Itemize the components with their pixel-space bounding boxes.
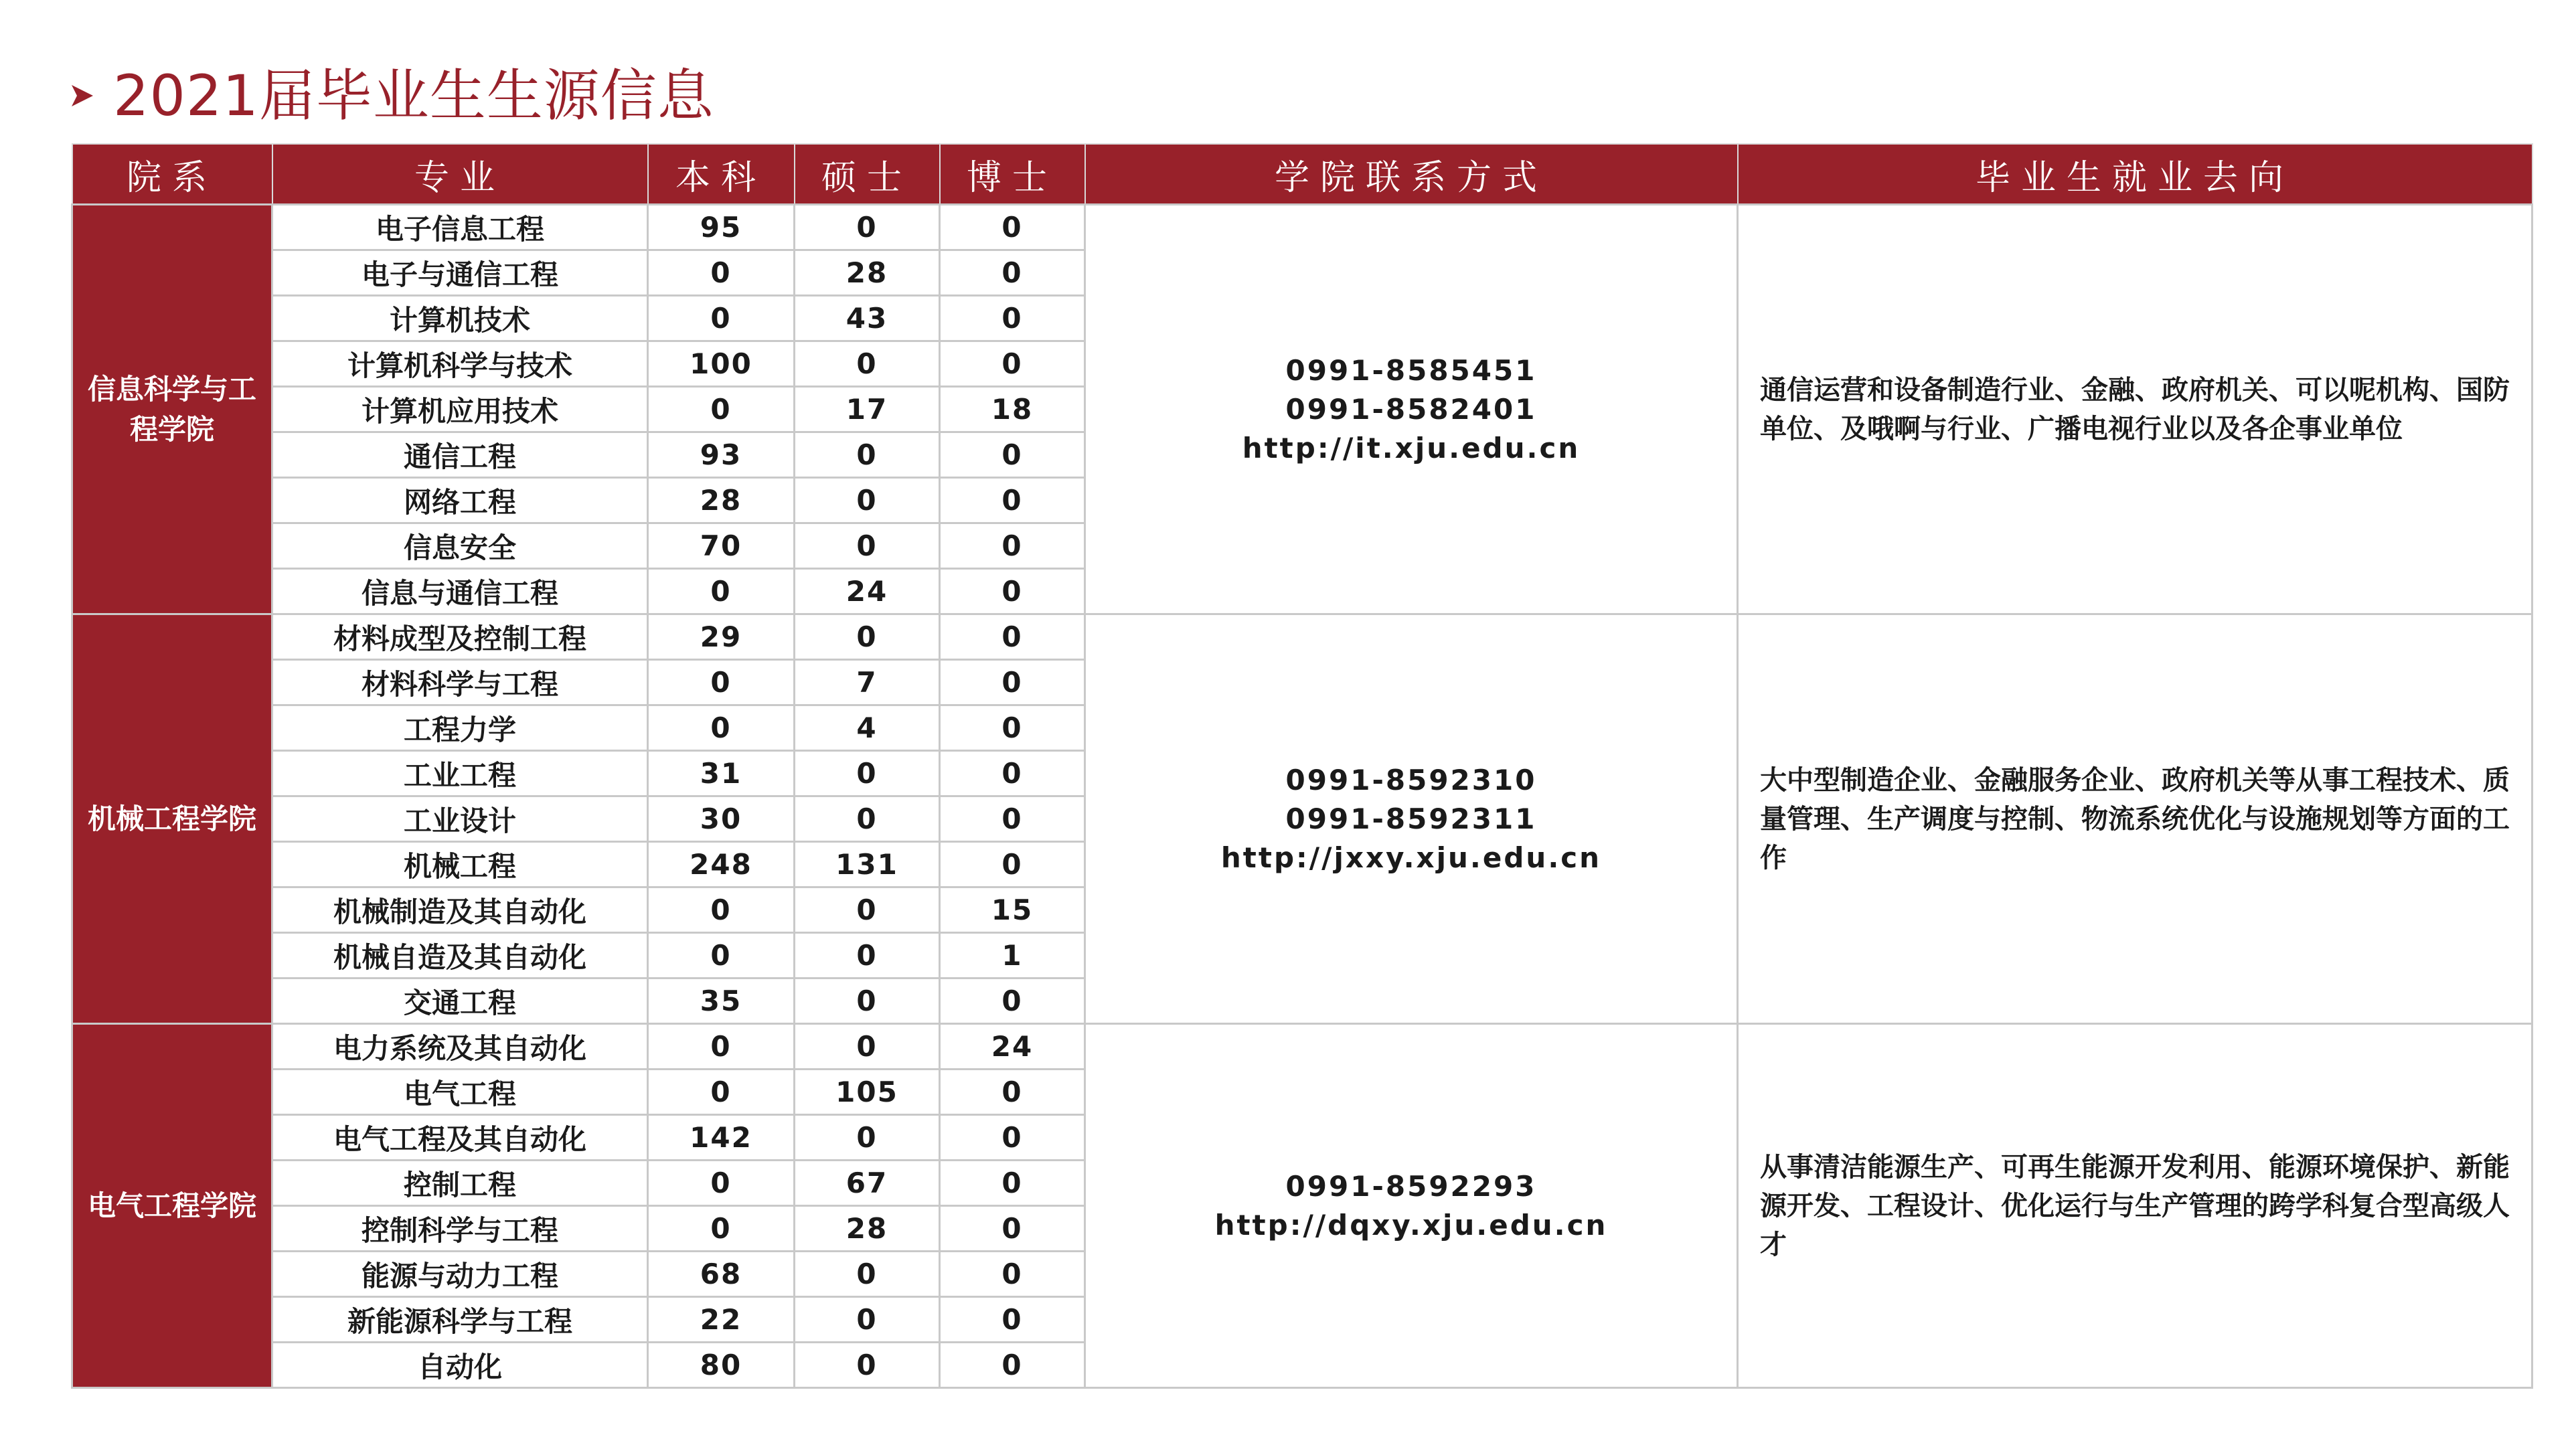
major-name: 工业设计	[272, 796, 648, 842]
contact-phone: 0991-8592293	[1285, 1169, 1537, 1203]
doctor-count: 15	[940, 887, 1085, 933]
contact-website: http://dqxy.xju.edu.cn	[1214, 1208, 1608, 1242]
doctor-count: 0	[940, 569, 1085, 614]
major-name: 计算机应用技术	[272, 387, 648, 432]
college-name: 电气工程学院	[72, 1024, 272, 1388]
master-count: 43	[795, 296, 940, 341]
college-contact	[1085, 205, 1738, 614]
master-count: 0	[795, 341, 940, 387]
major-name: 材料科学与工程	[272, 660, 648, 705]
major-name: 信息与通信工程	[272, 569, 648, 614]
doctor-count: 0	[940, 1252, 1085, 1297]
college-contact	[1085, 1024, 1738, 1388]
doctor-count: 0	[940, 660, 1085, 705]
major-name: 机械制造及其自动化	[272, 887, 648, 933]
doctor-count: 0	[940, 842, 1085, 887]
bachelor-count: 0	[648, 1161, 795, 1206]
major-name: 新能源科学与工程	[272, 1297, 648, 1343]
bachelor-count: 0	[648, 1070, 795, 1115]
page-header	[69, 59, 714, 133]
bachelor-count: 0	[648, 569, 795, 614]
play-triangle-icon	[69, 82, 96, 109]
major-name: 计算机科学与技术	[272, 341, 648, 387]
contact-website: http://jxxy.xju.edu.cn	[1220, 841, 1602, 874]
bachelor-count: 80	[648, 1343, 795, 1388]
master-count: 67	[795, 1161, 940, 1206]
graduate-source-table	[71, 143, 2533, 1389]
col-header-bachelor: 本科	[648, 144, 795, 205]
doctor-count: 0	[940, 978, 1085, 1024]
col-header-contact: 学院联系方式	[1085, 144, 1738, 205]
major-name: 自动化	[272, 1343, 648, 1388]
major-name: 控制科学与工程	[272, 1206, 648, 1252]
bachelor-count: 142	[648, 1115, 795, 1161]
bachelor-count: 31	[648, 751, 795, 796]
bachelor-count: 22	[648, 1297, 795, 1343]
major-name: 电气工程	[272, 1070, 648, 1115]
doctor-count: 0	[940, 296, 1085, 341]
bachelor-count: 0	[648, 250, 795, 296]
major-name: 电力系统及其自动化	[272, 1024, 648, 1070]
major-name: 电子与通信工程	[272, 250, 648, 296]
bachelor-count: 35	[648, 978, 795, 1024]
doctor-count: 0	[940, 205, 1085, 250]
doctor-count: 0	[940, 432, 1085, 478]
bachelor-count: 248	[648, 842, 795, 887]
major-name: 机械自造及其自动化	[272, 933, 648, 978]
bachelor-count: 100	[648, 341, 795, 387]
col-header-college: 院系	[72, 144, 272, 205]
doctor-count: 0	[940, 478, 1085, 523]
contact-phone: 0991-8592310	[1285, 763, 1537, 796]
doctor-count: 0	[940, 250, 1085, 296]
contact-phone: 0991-8585451	[1285, 353, 1537, 387]
master-count: 0	[795, 978, 940, 1024]
college-name: 信息科学与工程学院	[72, 205, 272, 614]
major-name: 工业工程	[272, 751, 648, 796]
master-count: 0	[795, 432, 940, 478]
employment-destination: 从事清洁能源生产、可再生能源开发利用、能源环境保护、新能源开发、工程设计、优化运行与生产管理的跨学科复合型高级人才	[1738, 1024, 2532, 1388]
doctor-count: 0	[940, 523, 1085, 569]
col-header-master: 硕士	[795, 144, 940, 205]
bachelor-count: 0	[648, 705, 795, 751]
major-name: 信息安全	[272, 523, 648, 569]
doctor-count: 0	[940, 1115, 1085, 1161]
table-row	[72, 205, 2532, 250]
bachelor-count: 0	[648, 387, 795, 432]
bachelor-count: 70	[648, 523, 795, 569]
major-name: 机械工程	[272, 842, 648, 887]
major-name: 电子信息工程	[272, 205, 648, 250]
contact-phone: 0991-8582401	[1285, 392, 1537, 426]
doctor-count: 0	[940, 1343, 1085, 1388]
bachelor-count: 0	[648, 933, 795, 978]
page-title: 2021届毕业生生源信息	[113, 63, 714, 129]
master-count: 24	[795, 569, 940, 614]
master-count: 0	[795, 478, 940, 523]
doctor-count: 0	[940, 1070, 1085, 1115]
doctor-count: 18	[940, 387, 1085, 432]
doctor-count: 0	[940, 1161, 1085, 1206]
bachelor-count: 68	[648, 1252, 795, 1297]
master-count: 0	[795, 1252, 940, 1297]
master-count: 105	[795, 1070, 940, 1115]
bachelor-count: 29	[648, 614, 795, 660]
bachelor-count: 0	[648, 887, 795, 933]
master-count: 0	[795, 614, 940, 660]
master-count: 0	[795, 1343, 940, 1388]
master-count: 0	[795, 205, 940, 250]
doctor-count: 0	[940, 1297, 1085, 1343]
bachelor-count: 95	[648, 205, 795, 250]
major-name: 电气工程及其自动化	[272, 1115, 648, 1161]
major-name: 通信工程	[272, 432, 648, 478]
major-name: 控制工程	[272, 1161, 648, 1206]
table-row	[72, 1024, 2532, 1070]
bachelor-count: 0	[648, 1206, 795, 1252]
master-count: 17	[795, 387, 940, 432]
master-count: 7	[795, 660, 940, 705]
master-count: 0	[795, 887, 940, 933]
table-header-row	[72, 144, 2532, 205]
col-header-major: 专业	[272, 144, 648, 205]
doctor-count: 0	[940, 796, 1085, 842]
major-name: 交通工程	[272, 978, 648, 1024]
master-count: 0	[795, 523, 940, 569]
table-row	[72, 614, 2532, 660]
bachelor-count: 0	[648, 660, 795, 705]
master-count: 0	[795, 751, 940, 796]
bachelor-count: 28	[648, 478, 795, 523]
college-contact	[1085, 614, 1738, 1024]
employment-destination: 大中型制造企业、金融服务企业、政府机关等从事工程技术、质量管理、生产调度与控制、物流系统优化与设施规划等方面的工作	[1738, 614, 2532, 1024]
employment-destination: 通信运营和设备制造行业、金融、政府机关、可以呢机构、国防单位、及哦啊与行业、广播电视行业以及各企事业单位	[1738, 205, 2532, 614]
master-count: 28	[795, 1206, 940, 1252]
master-count: 0	[795, 796, 940, 842]
master-count: 0	[795, 933, 940, 978]
col-header-destination: 毕业生就业去向	[1738, 144, 2532, 205]
doctor-count: 0	[940, 751, 1085, 796]
doctor-count: 1	[940, 933, 1085, 978]
major-name: 计算机技术	[272, 296, 648, 341]
bachelor-count: 0	[648, 1024, 795, 1070]
doctor-count: 0	[940, 705, 1085, 751]
major-name: 网络工程	[272, 478, 648, 523]
master-count: 0	[795, 1297, 940, 1343]
master-count: 0	[795, 1115, 940, 1161]
master-count: 4	[795, 705, 940, 751]
college-name: 机械工程学院	[72, 614, 272, 1024]
bachelor-count: 0	[648, 296, 795, 341]
contact-phone: 0991-8592311	[1285, 802, 1537, 835]
doctor-count: 0	[940, 614, 1085, 660]
master-count: 0	[795, 1024, 940, 1070]
doctor-count: 0	[940, 1206, 1085, 1252]
master-count: 28	[795, 250, 940, 296]
contact-website: http://it.xju.edu.cn	[1242, 431, 1581, 464]
col-header-doctor: 博士	[940, 144, 1085, 205]
doctor-count: 24	[940, 1024, 1085, 1070]
doctor-count: 0	[940, 341, 1085, 387]
bachelor-count: 30	[648, 796, 795, 842]
bachelor-count: 93	[648, 432, 795, 478]
major-name: 工程力学	[272, 705, 648, 751]
major-name: 材料成型及控制工程	[272, 614, 648, 660]
master-count: 131	[795, 842, 940, 887]
major-name: 能源与动力工程	[272, 1252, 648, 1297]
